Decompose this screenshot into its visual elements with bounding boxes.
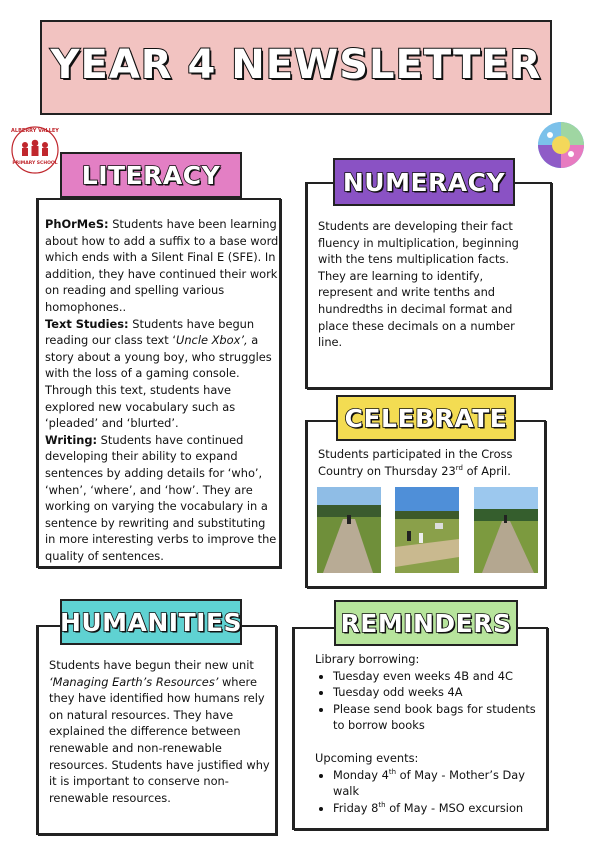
event1-post: of May - Mother’s Day walk	[333, 767, 525, 799]
literacy-writing	[45, 432, 279, 565]
school-logo	[10, 125, 60, 175]
literacy-heading: LITERACY	[81, 160, 221, 190]
newsletter-title: YEAR 4 NEWSLETTER	[50, 42, 542, 88]
cross-country-photo-2	[395, 487, 459, 573]
event2-sup: th	[378, 800, 386, 809]
library-item: • Tuesday odd weeks 4A	[333, 684, 541, 701]
literacy-phormes	[45, 216, 279, 316]
title-banner	[40, 20, 552, 115]
literacy-heading-tag	[60, 152, 242, 198]
library-item: • Tuesday even weeks 4B and 4C	[333, 668, 541, 685]
writing-label: Writing:	[45, 432, 98, 447]
humanities-text-post: where they have identified how humans rely on natural resources. They have explained the difference between renewable and non-renewable resources. Students have justified why it is important to conserve non-renewable resources.	[49, 674, 270, 805]
unit-title: ‘Managing Earth’s Resources’	[49, 674, 219, 689]
text-studies-pre: Students have begun reading our class text ‘	[45, 316, 255, 348]
event2-post: of May - MSO excursion	[385, 800, 524, 815]
cross-country-photo-3	[474, 487, 538, 573]
celebrate-text-pre: Students participated in the Cross Country on Thursday 23	[318, 447, 513, 478]
event1-pre: Monday 4	[333, 767, 389, 782]
library-item: • Please send book bags for students to borrow books	[333, 701, 541, 734]
cross-country-photo-1	[317, 487, 381, 573]
humanities-section	[37, 625, 277, 835]
literacy-text-studies	[45, 316, 279, 432]
text-studies-label: Text Studies:	[45, 316, 129, 331]
event-item	[333, 800, 541, 817]
phormes-label: PhOrMeS:	[45, 217, 109, 231]
school-logo-line2: PRIMARY SCHOOL	[12, 161, 58, 166]
reminders-heading-tag	[334, 600, 518, 646]
events-heading: Upcoming events:	[315, 750, 419, 765]
celebrate-text-post: of April.	[462, 463, 511, 478]
celebrate-text	[318, 446, 540, 479]
phormes-text: Students have been learning about how to add a suffix to a base word which ends with a Silent Final E (SFE). In addition, they have continued their work on reading and spelling various homophones..	[45, 217, 279, 314]
celebrate-heading-tag	[336, 395, 516, 441]
humanities-text	[49, 657, 271, 806]
library-list	[315, 668, 541, 734]
text-studies-post: a story about a young boy, who struggles with the loss of a gaming console. Through this text, students have explored new vocabulary such as ‘pleaded’ and ‘blurted’.	[45, 333, 272, 431]
numeracy-heading-tag	[333, 158, 515, 206]
celebrate-heading: CELEBRATE	[344, 403, 508, 433]
school-logo-line1: ALBERRY VALLEY	[11, 128, 59, 134]
library-heading: Library borrowing:	[315, 652, 420, 666]
numeracy-heading: NUMERACY	[342, 167, 506, 197]
humanities-text-pre: Students have begun their new unit	[49, 658, 254, 672]
writing-text: Students have continued developing their ability to expand sentences by adding details for ‘who’, ‘when’, ‘where’, and ‘how’. They are working on varying the vocabulary in a sentence by rewriting and substituting in more interesting verbs to improve the quality of sentences.	[45, 432, 277, 563]
literacy-section	[37, 198, 281, 568]
colorful-circle-emblem-icon	[538, 122, 584, 168]
humanities-heading-tag	[60, 599, 242, 645]
event-item	[333, 767, 541, 800]
reminders-section	[293, 627, 548, 830]
reminders-heading: REMINDERS	[340, 608, 512, 638]
numeracy-text: Students are developing their fact fluency in multiplication, beginning with the tens multiplication facts. They are learning to identify, represent and write tenths and hundredths in decimal format and place these decimals on a number line.	[318, 219, 519, 350]
event1-sup: th	[388, 767, 397, 776]
theme-emblem	[538, 122, 584, 168]
events-list	[315, 767, 541, 817]
humanities-heading: HUMANITIES	[59, 607, 243, 637]
event2-pre: Friday 8	[333, 800, 379, 815]
celebrate-text-sup: rd	[455, 463, 463, 472]
class-text-title: Uncle Xbox’,	[176, 333, 248, 348]
numeracy-section	[306, 182, 552, 389]
